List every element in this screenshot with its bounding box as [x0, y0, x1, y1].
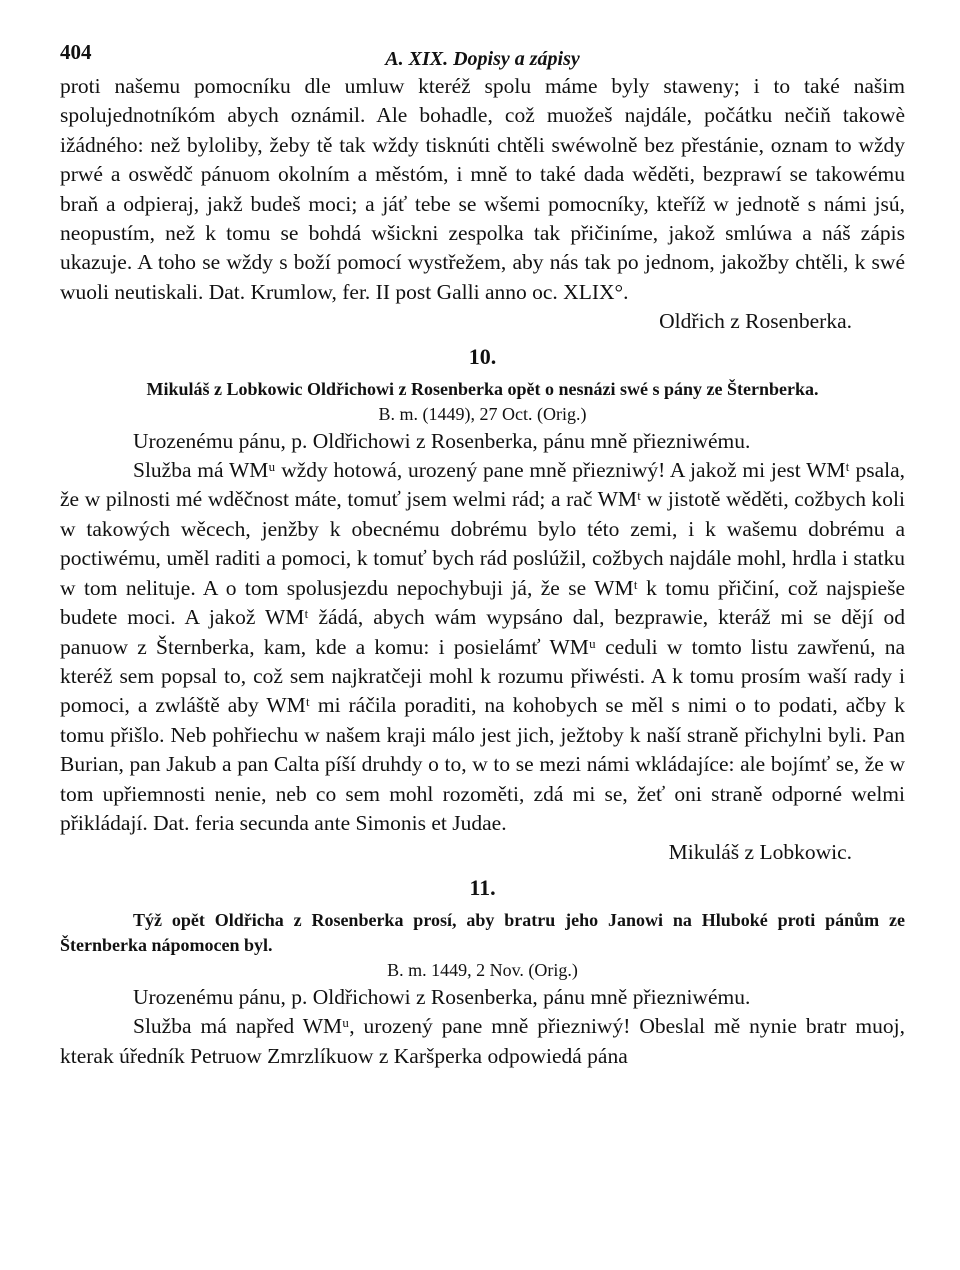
- page-header: [60, 40, 905, 72]
- letter-11-salutation: Urozenému pánu, p. Oldřichowi z Rosenberka, pánu mně přiezniwému.: [133, 984, 751, 1009]
- letter-10-summary: Mikuláš z Lobkowic Oldřichowi z Rosenberka opět o nesnázi swé s pány ze Šternberka.: [146, 378, 819, 399]
- letter-11-summary: Týž opět Oldřicha z Rosenberka prosí, aby bratru jeho Janowi na Hluboké proti pánům ze Šternberka nápomocen byl.: [60, 909, 905, 955]
- page-number: 404: [60, 40, 92, 64]
- letter-11-number: 11.: [469, 874, 496, 900]
- letter-11-dateline: B. m. 1449, 2 Nov. (Orig.): [387, 959, 578, 980]
- letter-9-continuation: proti našemu pomocníku dle umluw kteréž spolu máme byly staweny; i to také našim spolujednotníkóm abych oznámil. Ale bohadle, což muožeš najdále, počátku nečiň takowè ižádného: než byloliby, žeby tě tak wždy tisknúti chtěli swéwolně bez přestánie, oznam to wždy prwé a oswědč pánuom okolním a městóm, i mně to také dada wěděti, bezprawí se takowému braň a odpieraj, jakž budeš moci; a jáť tebe se wšemi pomocníky, kteříž w jednotě s námi jsú, neopustím, než k tomu se bohdá wšickni zespolka tak přičiníme, jakož smlúwa a náš zápis ukazuje. A toho se wždy s boží pomocí wystřežem, aby nás tak po jednom, jakožby chtěli, k swé wuoli neutiskali. Dat. Krumlow, fer. II post Galli anno oc. XLIX°.: [60, 74, 905, 304]
- letter-10-body: Služba má WMᵘ wždy hotowá, urozený pane mně přiezniwý! A jakož mi jest WMᵗ psala, že w pilnosti mé wděčnost máte, tomuť jsem welmi rád; a rač WMᵗ w jistotě wěděti, cožbych koli w takowých wěcech, jenžby k obecnému dobrému bylo této zemi, i k wašemu dobrému a poctiwému, uměl raditi a pomoci, k tomuť bych rád poslúžil, cožbych najdále mohl, hrdla i statku w tom nelituje. A o tom spolusjezdu nepochybuji já, že se WMᵗ k tomu přičiní, což najspieše budete moci. A jakož WMᵗ žádá, abych wám wypsáno dal, bezprawie, kteráž mi se dějí od panuow z Šternberka, kam, kde a komu: i posielámť WMᵘ ceduli w tomto listu zawřenú, na kteréž sem popsal to, což sem najkratčeji mohl k rozumu přiwésti. A k tomu prosím waší rady i pomoci, a zwláště aby WMᵗ mi ráčila poraditi, na kohobych se měl s nimi o to podati, ačby k tomu přišlo. Neb pohřiechu w našem kraji málo jest jich, ježtoby k naší straně přichylni byli. Pan Burian, pan Jakub a pan Calta píší druhdy o to, w to se mezi námi wkládajíce: ale bojímť se, že w tom upřiemnosti nenie, neb co sem mohl rozoměti, zdá mi se, žeť oni straně odporné welmi přikládají. Dat. feria secunda ante Simonis et Judae.: [60, 458, 905, 835]
- letter-10-number: 10.: [468, 343, 497, 369]
- letter-11-body: Služba má napřed WMᵘ, urozený pane mně přiezniwý! Obeslal mě nynie bratr muoj, kterak úředník Petruow Zmrzlíkuow z Karšperka odpowiedá pána: [60, 1014, 905, 1068]
- letter-10-dateline: B. m. (1449), 27 Oct. (Orig.): [378, 403, 587, 424]
- letter-10-salutation: Urozenému pánu, p. Oldřichowi z Rosenberka, pánu mně přiezniwému.: [133, 428, 751, 453]
- letter-10-signature: Mikuláš z Lobkowic.: [668, 840, 852, 865]
- book-page: [60, 40, 905, 1071]
- running-head: A. XIX. Dopisy a zápisy: [385, 48, 580, 70]
- letter-9-signature: Oldřich z Rosenberka.: [659, 309, 852, 334]
